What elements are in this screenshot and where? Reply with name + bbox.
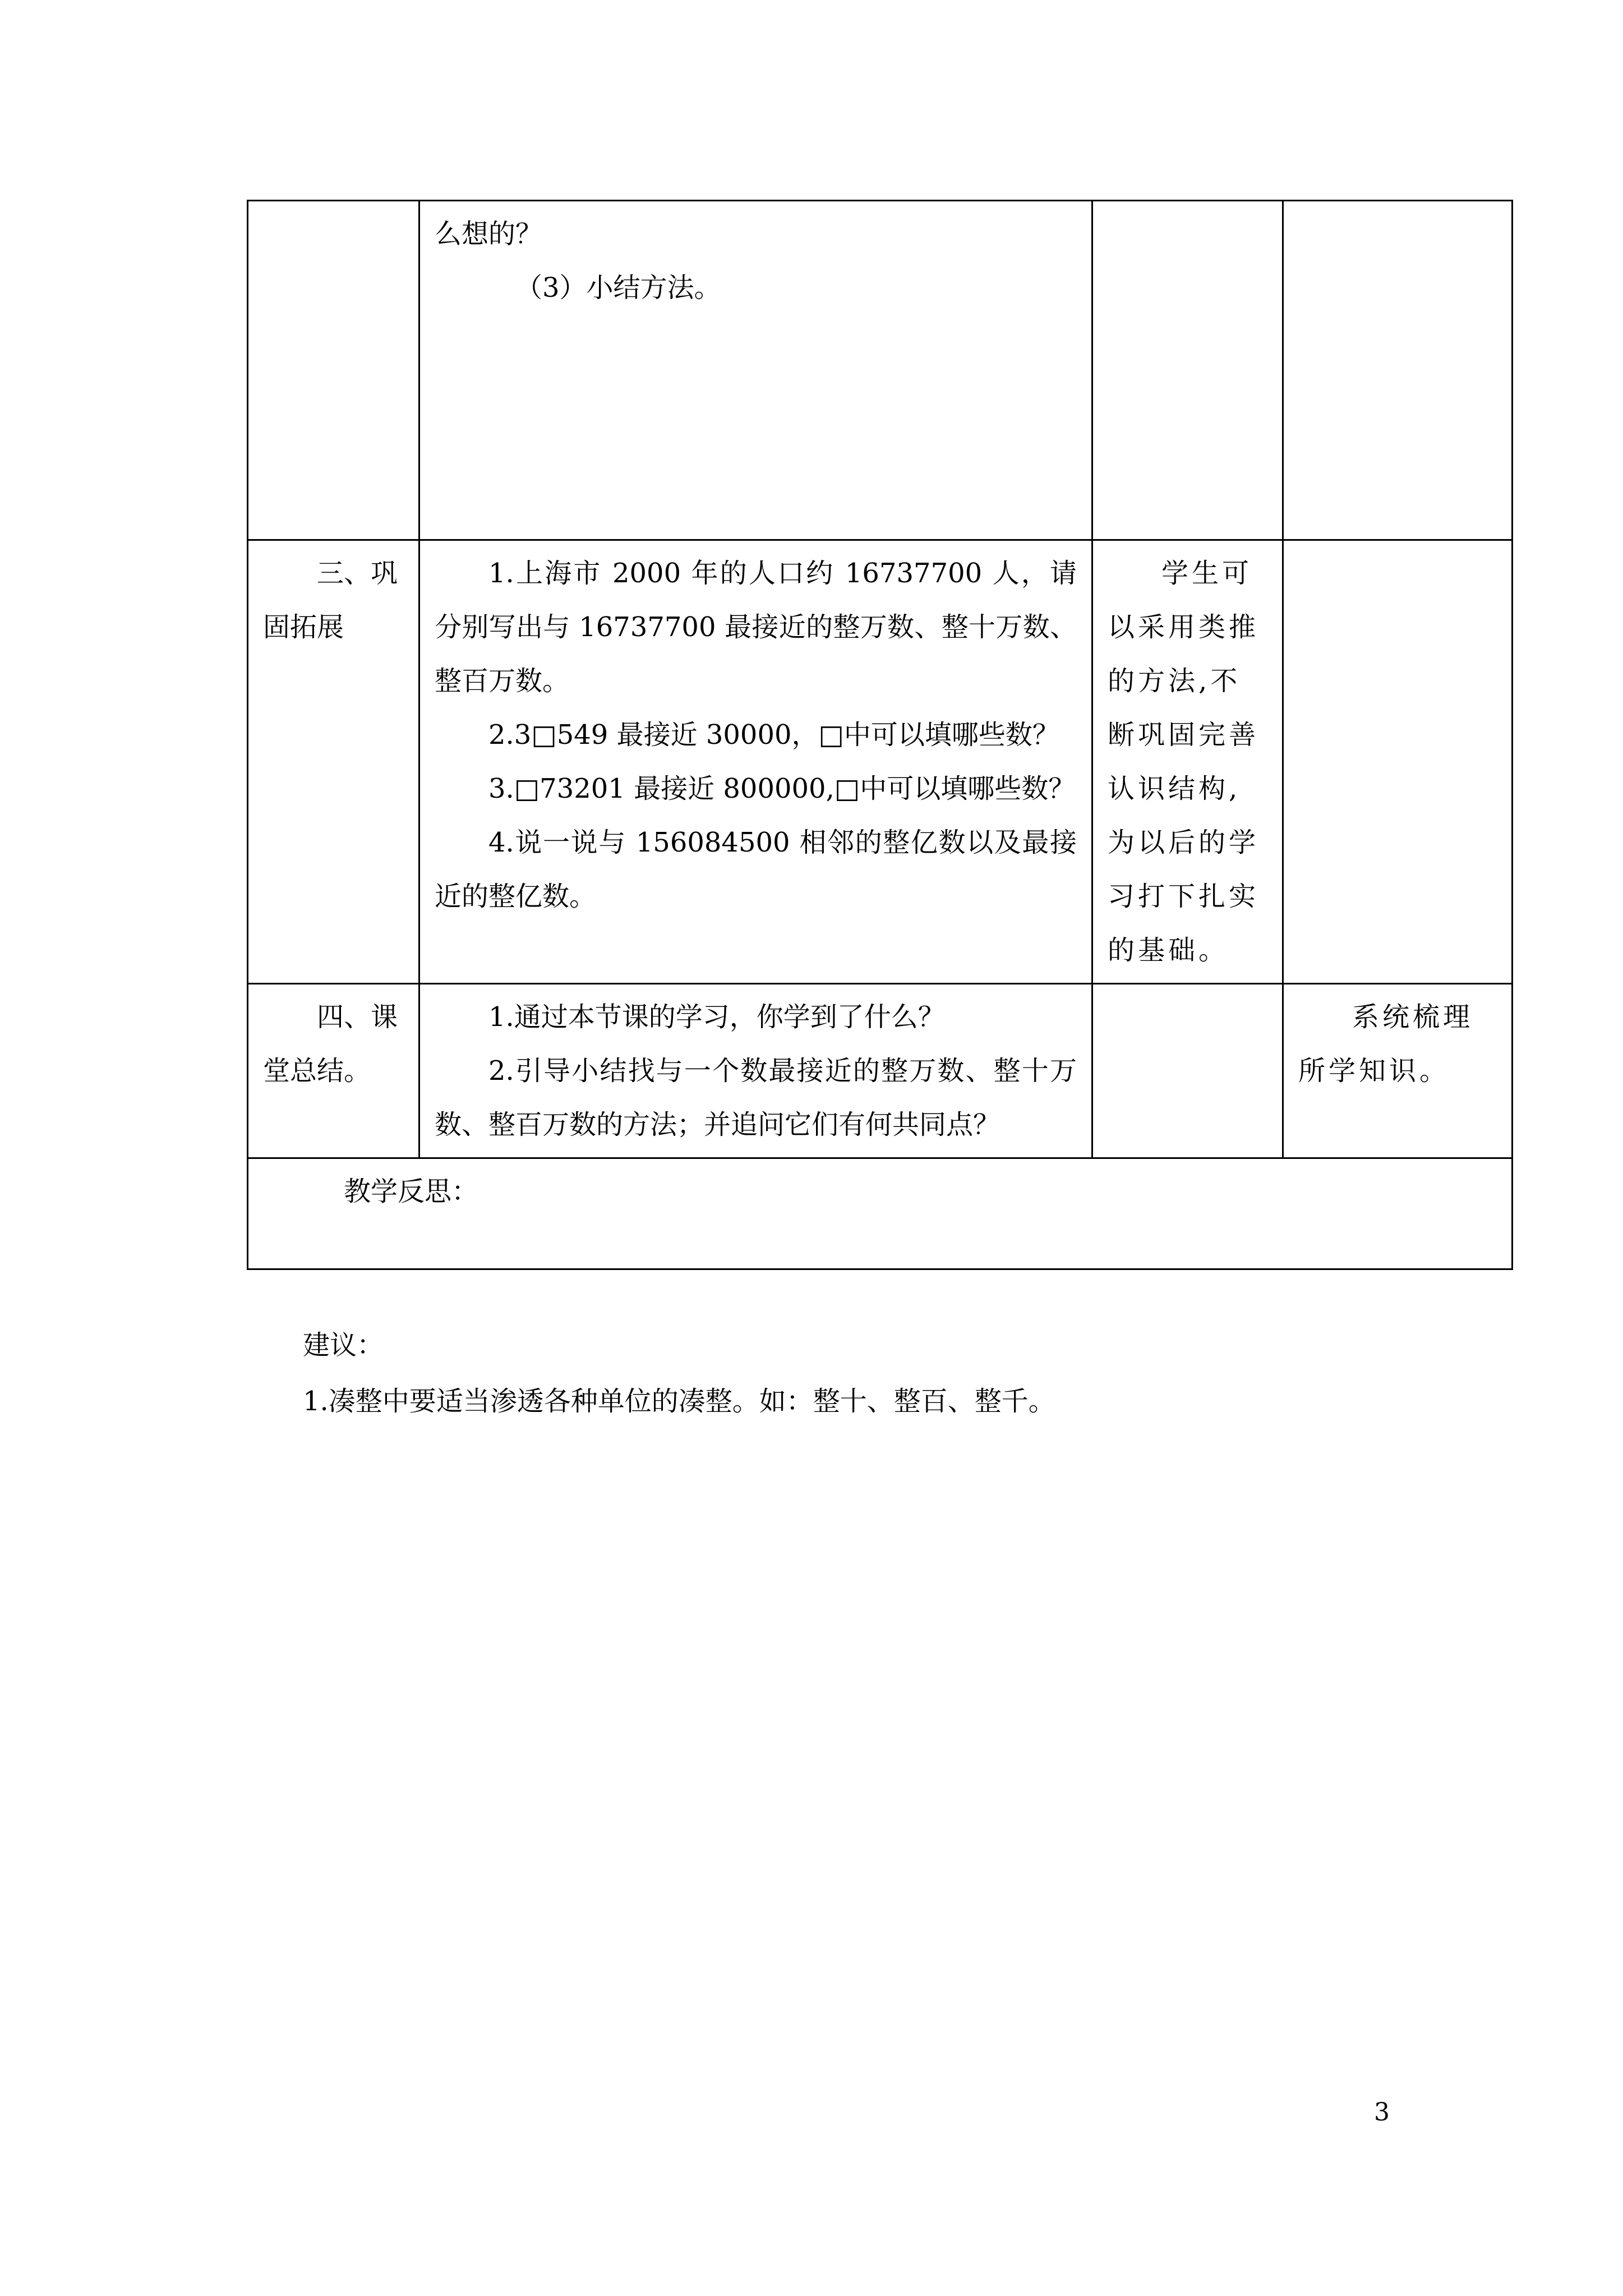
content-line: 1.通过本节课的学习，你学到了什么？	[488, 1001, 945, 1033]
suggestion-item: 1.凑整中要适当渗透各种单位的凑整。如：整十、整百、整千。	[303, 1386, 1055, 1417]
student-cell	[1092, 540, 1283, 984]
content-cell	[419, 201, 1092, 540]
design-cell	[1283, 201, 1513, 540]
stage-cell	[248, 984, 419, 1158]
student-activity: 学生可以采用类推的方法,不断巩固完善认识结构,为以后的学习打下扎实的基础。	[1108, 558, 1260, 966]
content-line: 2.引导小结找与一个数最接近的整万数、整十万数、整百万数的方法；并追问它们有何共同点？	[435, 1055, 1077, 1140]
design-cell	[1283, 540, 1513, 984]
content-cell	[419, 984, 1092, 1158]
suggestion-title: 建议：	[303, 1329, 384, 1361]
table-row	[248, 201, 1513, 540]
stage-label: 四、课堂总结。	[263, 1001, 398, 1087]
design-cell	[1283, 984, 1513, 1158]
student-cell	[1092, 984, 1283, 1158]
reflection-label: 教学反思：	[344, 1176, 479, 1207]
content-line: 4.说一说与 156084500 相邻的整亿数以及最接近的整亿数。	[435, 827, 1077, 912]
table-row	[248, 540, 1513, 984]
stage-cell	[248, 540, 419, 984]
table-row	[248, 984, 1513, 1158]
content-cell	[419, 540, 1092, 984]
stage-cell	[248, 201, 419, 540]
stage-label: 三、巩固拓展	[263, 558, 398, 643]
content-line: 3.□73201 最接近 800000,□中可以填哪些数？	[488, 773, 1076, 804]
content-line: 1.上海市 2000 年的人口约 16737700 人，请分别写出与 16737700 最接近的整万数、整十万数、整百万数。	[435, 558, 1077, 697]
reflection-cell	[248, 1158, 1513, 1269]
table-row	[248, 1158, 1513, 1269]
design-intent: 系统梳理所学知识。	[1298, 1001, 1474, 1087]
content-line: （3）小结方法。	[515, 272, 721, 303]
content-line: 么想的？	[435, 218, 543, 250]
page-number: 3	[1374, 2098, 1390, 2127]
lesson-plan-table	[247, 200, 1513, 1270]
student-cell	[1092, 201, 1283, 540]
content-line: 2.3□549 最接近 30000，□中可以填哪些数？	[488, 719, 1059, 751]
